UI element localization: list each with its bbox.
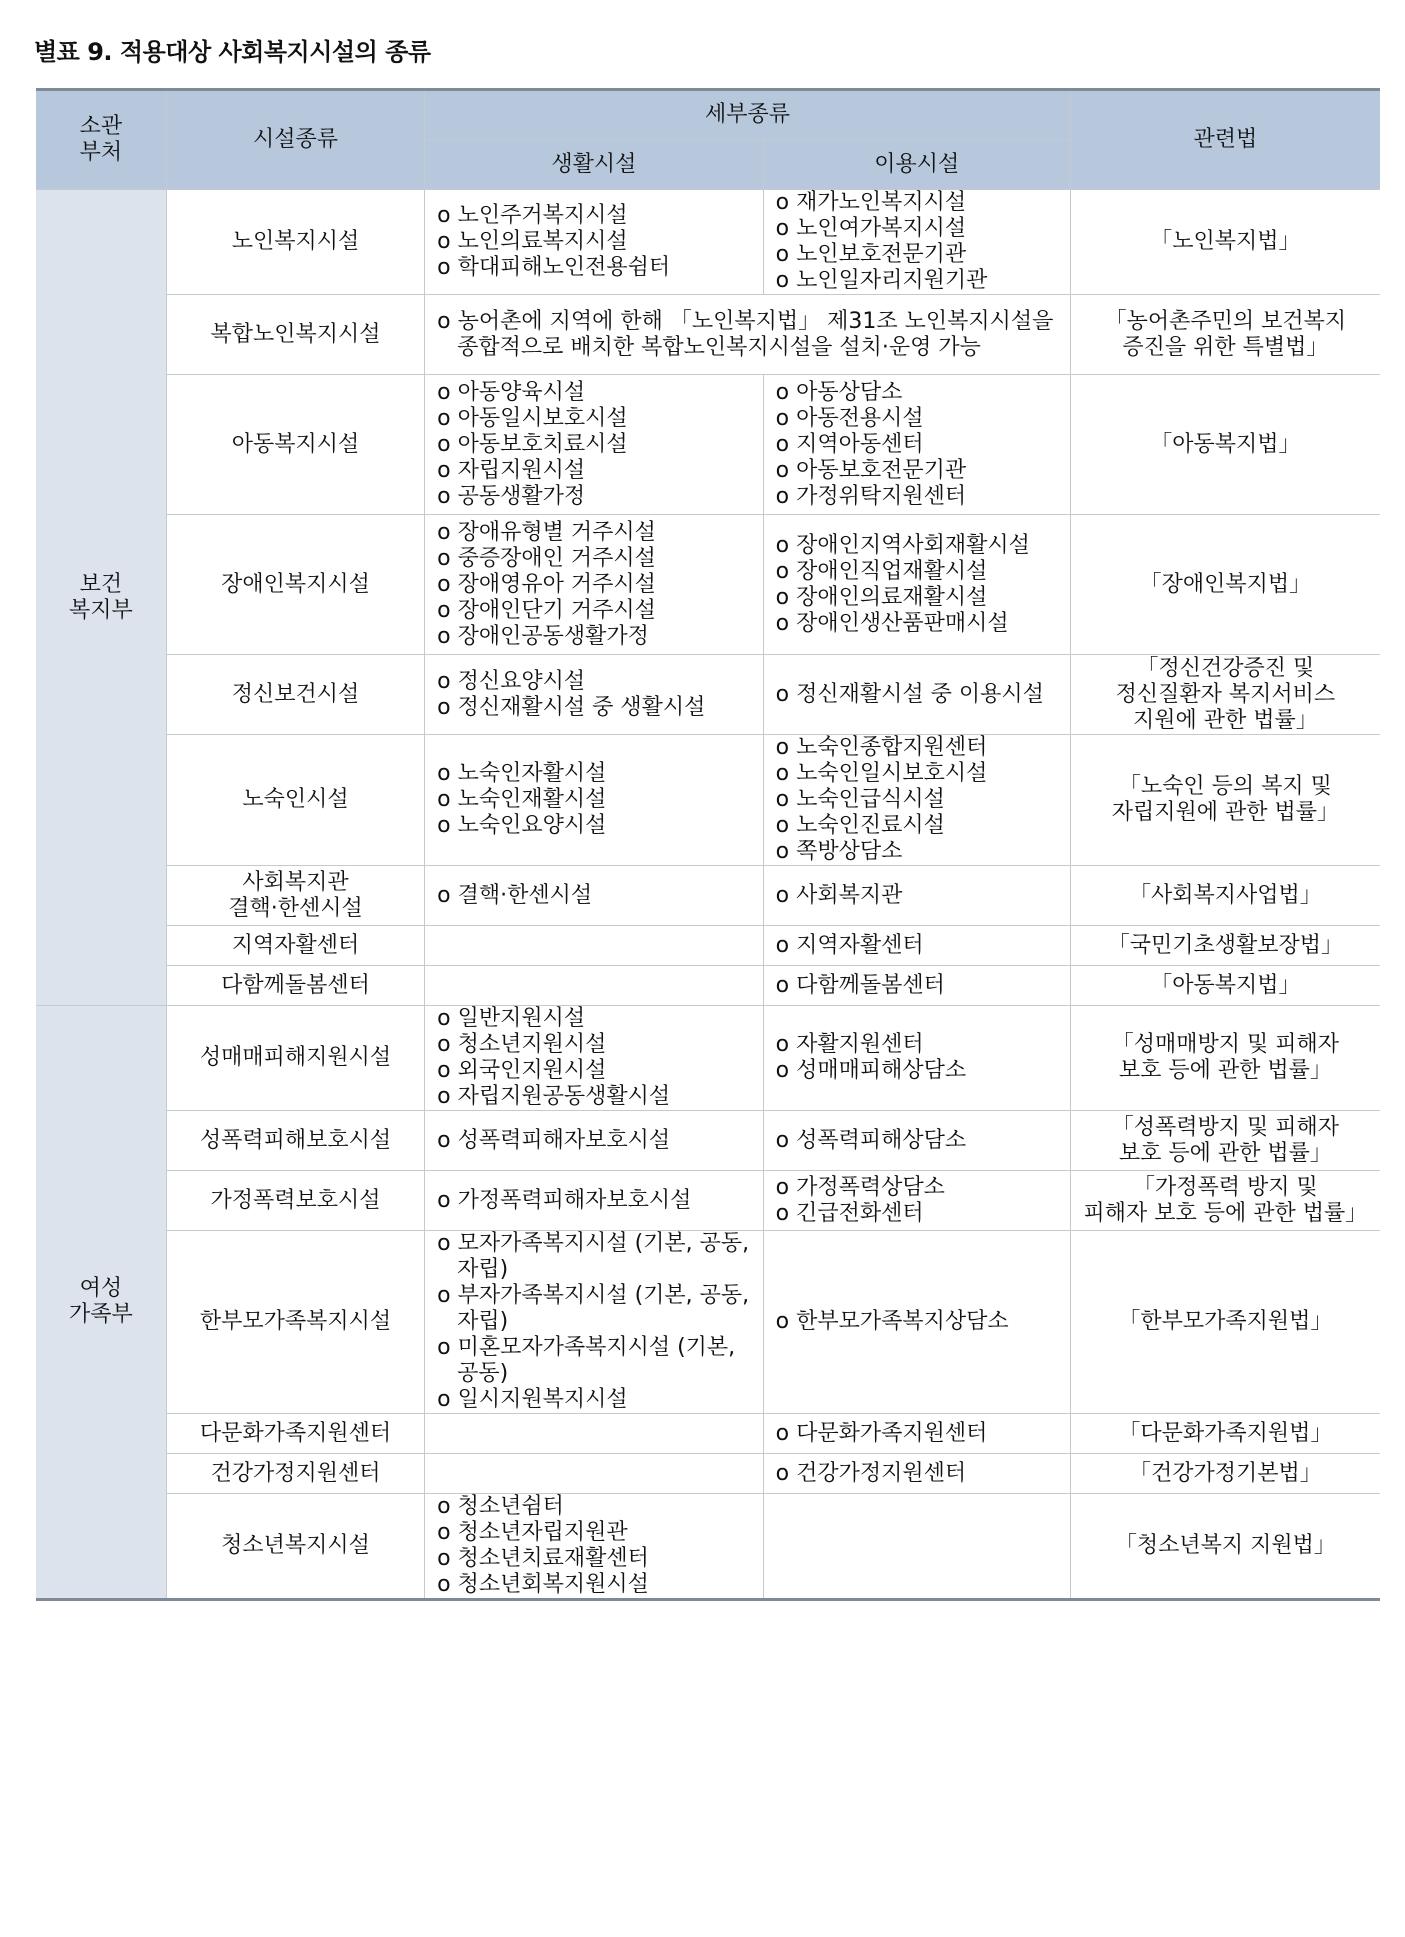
living-facility-cell — [425, 926, 764, 966]
list-item: o 장애인의료재활시설 — [776, 585, 1060, 611]
living-facility-cell — [425, 1111, 764, 1171]
list-item: o 청소년치료재활센터 — [437, 1546, 753, 1572]
use-facility-cell — [763, 1494, 1070, 1600]
list-item: o 모자가족복지시설 (기본, 공동, 자립) — [437, 1231, 753, 1283]
facility-type-cell: 성폭력피해보호시설 — [166, 1111, 424, 1171]
header-use: 이용시설 — [763, 140, 1070, 190]
list-item: o 성매매피해상담소 — [776, 1058, 1060, 1084]
list-item: o 자활지원센터 — [776, 1032, 1060, 1058]
list-item: o 공동생활가정 — [437, 484, 753, 510]
related-law-cell: 「한부모가족지원법」 — [1070, 1231, 1380, 1414]
use-facility-cell — [763, 1171, 1070, 1231]
related-law-cell: 「가정폭력 방지 및 피해자 보호 등에 관한 법률」 — [1070, 1171, 1380, 1231]
list-item: o 노숙인요양시설 — [437, 813, 753, 839]
list-item: o 미혼모자가족복지시설 (기본, 공동) — [437, 1335, 753, 1387]
table-row — [36, 375, 1380, 515]
list-item: o 건강가정지원센터 — [776, 1461, 1060, 1487]
table-row — [36, 1494, 1380, 1600]
list-item: o 장애인지역사회재활시설 — [776, 533, 1060, 559]
list-item: o 재가노인복지시설 — [776, 190, 1060, 216]
list-item: o 성폭력피해상담소 — [776, 1128, 1060, 1154]
list-item: o 청소년회복지원시설 — [437, 1572, 753, 1598]
living-facility-cell — [425, 655, 764, 735]
list-item: o 다문화가족지원센터 — [776, 1421, 1060, 1447]
use-facility-cell — [763, 655, 1070, 735]
living-facility-cell — [425, 1231, 764, 1414]
list-item: o 노인의료복지시설 — [437, 229, 753, 255]
living-facility-cell — [425, 866, 764, 926]
table-row — [36, 190, 1380, 295]
use-facility-cell — [763, 375, 1070, 515]
list-item: o 가정위탁지원센터 — [776, 484, 1060, 510]
ministry-cell: 보건 복지부 — [36, 190, 166, 1006]
list-item: o 자립지원공동생활시설 — [437, 1084, 753, 1110]
facility-type-cell: 노인복지시설 — [166, 190, 424, 295]
table-row — [36, 1414, 1380, 1454]
living-facility-cell — [425, 1414, 764, 1454]
list-item: o 성폭력피해자보호시설 — [437, 1128, 753, 1154]
list-item: o 학대피해노인전용쉼터 — [437, 255, 753, 281]
use-facility-cell — [763, 1006, 1070, 1111]
list-item: o 노인일자리지원기관 — [776, 268, 1060, 294]
list-item: o 노인주거복지시설 — [437, 203, 753, 229]
list-item: o 노숙인진료시설 — [776, 813, 1060, 839]
table-row — [36, 866, 1380, 926]
list-item: o 지역자활센터 — [776, 933, 1060, 959]
table-row — [36, 1231, 1380, 1414]
living-facility-cell — [425, 1494, 764, 1600]
use-facility-cell — [763, 966, 1070, 1006]
list-item: o 일반지원시설 — [437, 1006, 753, 1032]
header-living: 생활시설 — [425, 140, 764, 190]
use-facility-cell — [763, 1414, 1070, 1454]
living-facility-cell — [425, 1006, 764, 1111]
living-facility-cell — [425, 1454, 764, 1494]
use-facility-cell — [763, 1231, 1070, 1414]
use-facility-cell — [763, 735, 1070, 866]
facility-type-cell: 정신보건시설 — [166, 655, 424, 735]
list-item: o 노숙인자활시설 — [437, 761, 753, 787]
table-row — [36, 966, 1380, 1006]
related-law-cell: 「청소년복지 지원법」 — [1070, 1494, 1380, 1600]
list-item: o 일시지원복지시설 — [437, 1387, 753, 1413]
list-item: o 아동전용시설 — [776, 406, 1060, 432]
list-item: o 장애인생산품판매시설 — [776, 611, 1060, 637]
use-facility-cell — [763, 1454, 1070, 1494]
table-row — [36, 295, 1380, 375]
living-facility-cell — [425, 190, 764, 295]
use-facility-cell — [763, 926, 1070, 966]
list-item: o 노인여가복지시설 — [776, 216, 1060, 242]
header-law: 관련법 — [1070, 90, 1380, 190]
note-text: o 농어촌에 지역에 한해 「노인복지법」 제31조 노인복지시설을 종합적으로 배치한 복합노인복지시설을 설치·운영 가능 — [437, 309, 1060, 361]
list-item: o 중증장애인 거주시설 — [437, 546, 753, 572]
related-law-cell: 「건강가정기본법」 — [1070, 1454, 1380, 1494]
table-row — [36, 1111, 1380, 1171]
list-item: o 장애인공동생활가정 — [437, 624, 753, 650]
facility-type-cell: 다문화가족지원센터 — [166, 1414, 424, 1454]
facility-type-cell: 장애인복지시설 — [166, 515, 424, 655]
list-item: o 노숙인일시보호시설 — [776, 761, 1060, 787]
related-law-cell: 「사회복지사업법」 — [1070, 866, 1380, 926]
living-facility-cell — [425, 375, 764, 515]
header-detail: 세부종류 — [425, 90, 1071, 140]
list-item: o 노인보호전문기관 — [776, 242, 1060, 268]
list-item: o 지역아동센터 — [776, 432, 1060, 458]
list-item: o 가정폭력피해자보호시설 — [437, 1188, 753, 1214]
living-facility-cell — [425, 735, 764, 866]
facility-type-cell: 사회복지관 결핵·한센시설 — [166, 866, 424, 926]
list-item: o 청소년자립지원관 — [437, 1520, 753, 1546]
list-item: o 사회복지관 — [776, 883, 1060, 909]
table-row — [36, 735, 1380, 866]
table-row — [36, 1006, 1380, 1111]
list-item: o 아동일시보호시설 — [437, 406, 753, 432]
list-item: o 청소년쉼터 — [437, 1494, 753, 1520]
facility-type-cell: 청소년복지시설 — [166, 1494, 424, 1600]
facility-type-cell: 다함께돌봄센터 — [166, 966, 424, 1006]
list-item: o 장애인단기 거주시설 — [437, 598, 753, 624]
related-law-cell: 「농어촌주민의 보건복지 증진을 위한 특별법」 — [1070, 295, 1380, 375]
list-item: o 정신요양시설 — [437, 669, 753, 695]
use-facility-cell — [763, 190, 1070, 295]
facility-type-cell: 가정폭력보호시설 — [166, 1171, 424, 1231]
ministry-cell: 여성 가족부 — [36, 1006, 166, 1600]
use-facility-cell — [763, 1111, 1070, 1171]
table-row — [36, 926, 1380, 966]
list-item: o 아동양육시설 — [437, 380, 753, 406]
list-item: o 노숙인급식시설 — [776, 787, 1060, 813]
facility-type-cell: 복합노인복지시설 — [166, 295, 424, 375]
related-law-cell: 「노인복지법」 — [1070, 190, 1380, 295]
facility-type-cell: 한부모가족복지시설 — [166, 1231, 424, 1414]
related-law-cell: 「노숙인 등의 복지 및 자립지원에 관한 법률」 — [1070, 735, 1380, 866]
facility-type-cell: 건강가정지원센터 — [166, 1454, 424, 1494]
related-law-cell: 「아동복지법」 — [1070, 966, 1380, 1006]
related-law-cell: 「성폭력방지 및 피해자 보호 등에 관한 법률」 — [1070, 1111, 1380, 1171]
related-law-cell: 「성매매방지 및 피해자 보호 등에 관한 법률」 — [1070, 1006, 1380, 1111]
list-item: o 노숙인종합지원센터 — [776, 735, 1060, 761]
list-item: o 장애인직업재활시설 — [776, 559, 1060, 585]
related-law-cell: 「아동복지법」 — [1070, 375, 1380, 515]
page-title: 별표 9. 적용대상 사회복지시설의 종류 — [34, 38, 431, 66]
list-item: o 자립지원시설 — [437, 458, 753, 484]
facility-table — [36, 88, 1380, 1601]
related-law-cell: 「정신건강증진 및 정신질환자 복지서비스 지원에 관한 법률」 — [1070, 655, 1380, 735]
list-item: o 장애영유아 거주시설 — [437, 572, 753, 598]
list-item: o 부자가족복지시설 (기본, 공동, 자립) — [437, 1283, 753, 1335]
list-item: o 장애유형별 거주시설 — [437, 520, 753, 546]
living-facility-cell — [425, 1171, 764, 1231]
living-facility-cell — [425, 966, 764, 1006]
facility-type-cell: 성매매피해지원시설 — [166, 1006, 424, 1111]
list-item: o 한부모가족복지상담소 — [776, 1309, 1060, 1335]
header-facility: 시설종류 — [166, 90, 424, 190]
facility-type-cell: 아동복지시설 — [166, 375, 424, 515]
list-item: o 결핵·한센시설 — [437, 883, 753, 909]
list-item: o 긴급전화센터 — [776, 1201, 1060, 1227]
table-row — [36, 655, 1380, 735]
list-item: o 정신재활시설 중 생활시설 — [437, 695, 753, 721]
table-row — [36, 1171, 1380, 1231]
use-facility-cell — [763, 866, 1070, 926]
list-item: o 아동보호치료시설 — [437, 432, 753, 458]
use-facility-cell — [763, 515, 1070, 655]
header-ministry: 소관 부처 — [36, 90, 166, 190]
list-item: o 아동상담소 — [776, 380, 1060, 406]
living-facility-cell — [425, 515, 764, 655]
list-item: o 쪽방상담소 — [776, 839, 1060, 865]
related-law-cell: 「국민기초생활보장법」 — [1070, 926, 1380, 966]
list-item: o 외국인지원시설 — [437, 1058, 753, 1084]
table-row — [36, 515, 1380, 655]
list-item: o 아동보호전문기관 — [776, 458, 1060, 484]
related-law-cell: 「장애인복지법」 — [1070, 515, 1380, 655]
list-item: o 정신재활시설 중 이용시설 — [776, 682, 1060, 708]
list-item: o 청소년지원시설 — [437, 1032, 753, 1058]
related-law-cell: 「다문화가족지원법」 — [1070, 1414, 1380, 1454]
facility-type-cell: 노숙인시설 — [166, 735, 424, 866]
list-item: o 다함께돌봄센터 — [776, 973, 1060, 999]
list-item: o 가정폭력상담소 — [776, 1175, 1060, 1201]
facility-type-cell: 지역자활센터 — [166, 926, 424, 966]
list-item: o 노숙인재활시설 — [437, 787, 753, 813]
table-row — [36, 1454, 1380, 1494]
